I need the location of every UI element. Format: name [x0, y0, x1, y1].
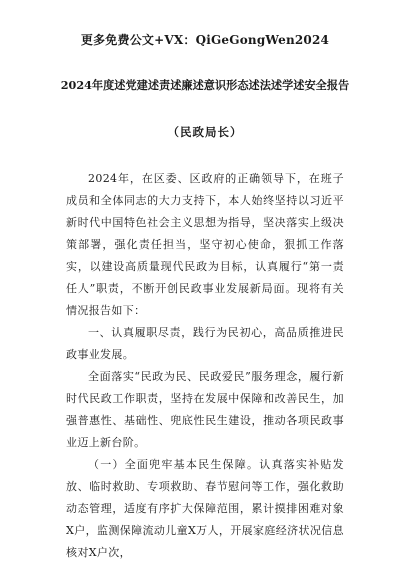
- section-paragraph: 全面落实“民政为民、民政爱民”服务理念，履行新时代民政工作职责，坚持在发展中保障和改善民生，加强普惠性、基础性、兜底性民生建设，推动各项民政事业迈上新台阶。: [66, 370, 344, 449]
- subsection-paragraph: （一）全面兜牢基本民生保障。认真落实补贴发放、临时救助、专项救助、春节慰问等工作，强化救助动态管理，适度有序扩大保障范围，累计摸排困难对象X户，监测保障流动儿童X万人，开展家庭经济状况信息核对X户次，: [66, 458, 344, 559]
- section-heading: 一、认真履职尽责，践行为民初心，高品质推进民政事业发展。: [66, 326, 344, 361]
- document-body: [66, 168, 344, 564]
- document-title: 2024年度述党建述责述廉述意识形态述法述学述安全报告: [60, 78, 350, 92]
- promo-header: 更多免费公文+VX：QiGeGongWen2024: [80, 33, 330, 47]
- document-subtitle: （民政局长）: [167, 125, 243, 139]
- intro-paragraph: 2024年，在区委、区政府的正确领导下，在班子成员和全体同志的大力支持下，本人始终坚持以习近平新时代中国特色社会主义思想为指导，坚决落实上级决策部署，强化责任担当，坚守初心使命，狠抓工作落实，以建设高质量现代民政为目标，认真履行“第一责任人”职责，不断开创民政事业发展新局面。现将有关情况报告如下：: [66, 172, 344, 317]
